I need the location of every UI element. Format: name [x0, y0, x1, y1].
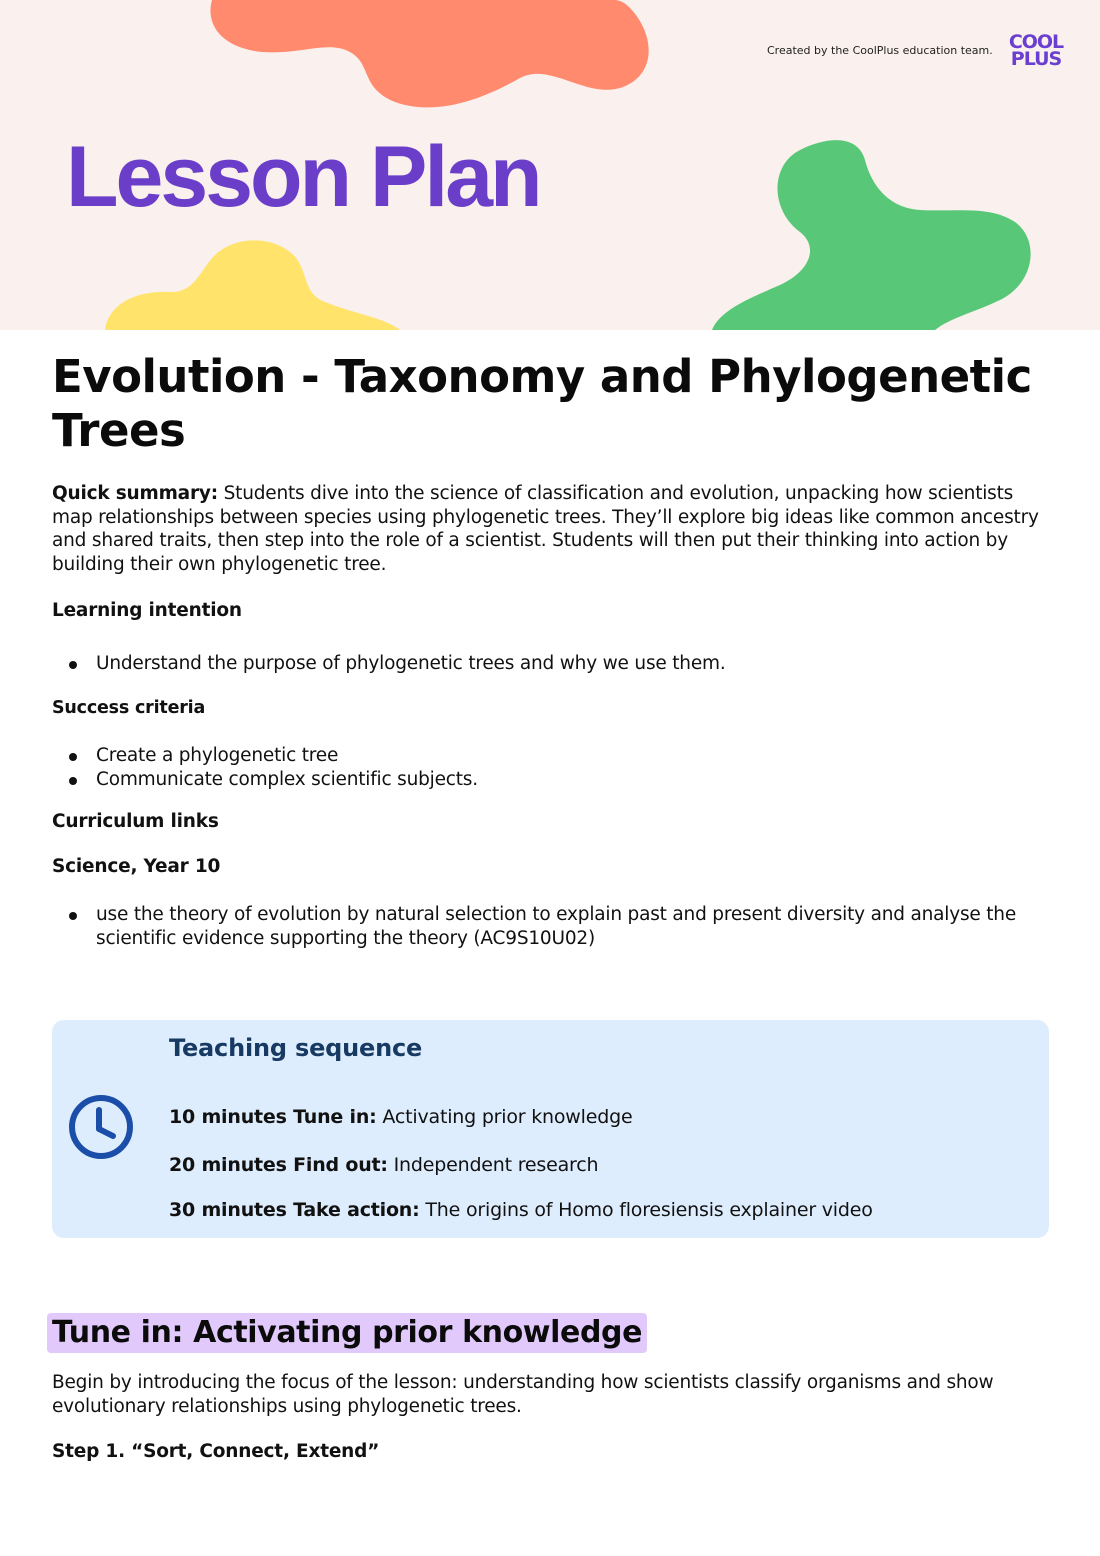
- learning-intention-list: [52, 652, 1052, 676]
- success-criteria-list: [52, 744, 1052, 791]
- list-item: [52, 903, 1052, 950]
- sequence-desc: Activating prior knowledge: [376, 1106, 633, 1128]
- orange-blob: [210, 0, 648, 107]
- teaching-sequence-title: Teaching sequence: [169, 1034, 423, 1062]
- document-body: [52, 350, 1052, 949]
- quick-summary: [52, 482, 1052, 576]
- sequence-row-find-out: [169, 1154, 598, 1176]
- sequence-time: 10 minutes Tune in:: [169, 1106, 377, 1128]
- logo-line-1: COOL: [1008, 31, 1064, 53]
- sequence-row-take-action: [169, 1199, 873, 1221]
- subject-heading: Science, Year 10: [52, 856, 221, 877]
- tune-in-heading: Tune in: Activating prior knowledge: [47, 1313, 647, 1353]
- green-blob: [712, 140, 1031, 330]
- list-item-text: use the theory of evolution by natural selection to explain past and present diversity and analyse the scientific evidence supporting the theory (AC9S10U02): [96, 904, 1017, 949]
- logo-line-2: PLUS: [1010, 48, 1062, 70]
- list-item: [52, 744, 1052, 768]
- clock-icon: [66, 1092, 136, 1162]
- document-title: Evolution - Taxonomy and Phylogenetic Trees: [52, 350, 1032, 457]
- curriculum-list: [52, 903, 1052, 950]
- list-item: [52, 652, 1052, 676]
- success-criteria-heading: Success criteria: [52, 698, 206, 718]
- sequence-time: 20 minutes Find out:: [169, 1154, 388, 1176]
- credit-text: Created by the CoolPlus education team.: [767, 44, 993, 57]
- teaching-sequence-box: [52, 1020, 1049, 1238]
- bullet-icon: [69, 777, 77, 785]
- learning-intention-heading: Learning intention: [52, 600, 242, 621]
- list-item-text: Create a phylogenetic tree: [96, 745, 339, 766]
- curriculum-links-heading: Curriculum links: [52, 811, 219, 832]
- bullet-icon: [69, 753, 77, 761]
- tune-in-intro: Begin by introducing the focus of the lesson: understanding how scientists classify organisms and show evolutionary relationships using phylogenetic trees.: [52, 1372, 994, 1417]
- step-1-heading: Step 1. “Sort, Connect, Extend”: [52, 1441, 380, 1462]
- summary-text: Students dive into the science of classification and evolution, unpacking how scientists map relationships between species using phylogenetic trees. They’ll explore big ideas like common ancestry and shared traits, then step into the role of a scientist. Students will then put their thinking into action by building their own phylogenetic tree.: [52, 483, 1039, 575]
- list-item: [52, 768, 1052, 792]
- bullet-icon: [69, 912, 77, 920]
- coolplus-logo: [1004, 31, 1068, 70]
- bullet-icon: [69, 661, 77, 669]
- sequence-desc: The origins of Homo floresiensis explainer video: [419, 1199, 873, 1221]
- list-item-text: Understand the purpose of phylogenetic trees and why we use them.: [96, 653, 726, 674]
- hero-title: Lesson Plan: [66, 129, 540, 225]
- summary-label: Quick summary:: [52, 483, 218, 504]
- sequence-desc: Independent research: [387, 1154, 599, 1176]
- list-item-text: Communicate complex scientific subjects.: [96, 768, 478, 790]
- yellow-blob: [105, 240, 400, 330]
- header-banner: [0, 0, 1100, 330]
- sequence-time: 30 minutes Take action:: [169, 1199, 420, 1221]
- sequence-row-tune-in: [169, 1106, 632, 1128]
